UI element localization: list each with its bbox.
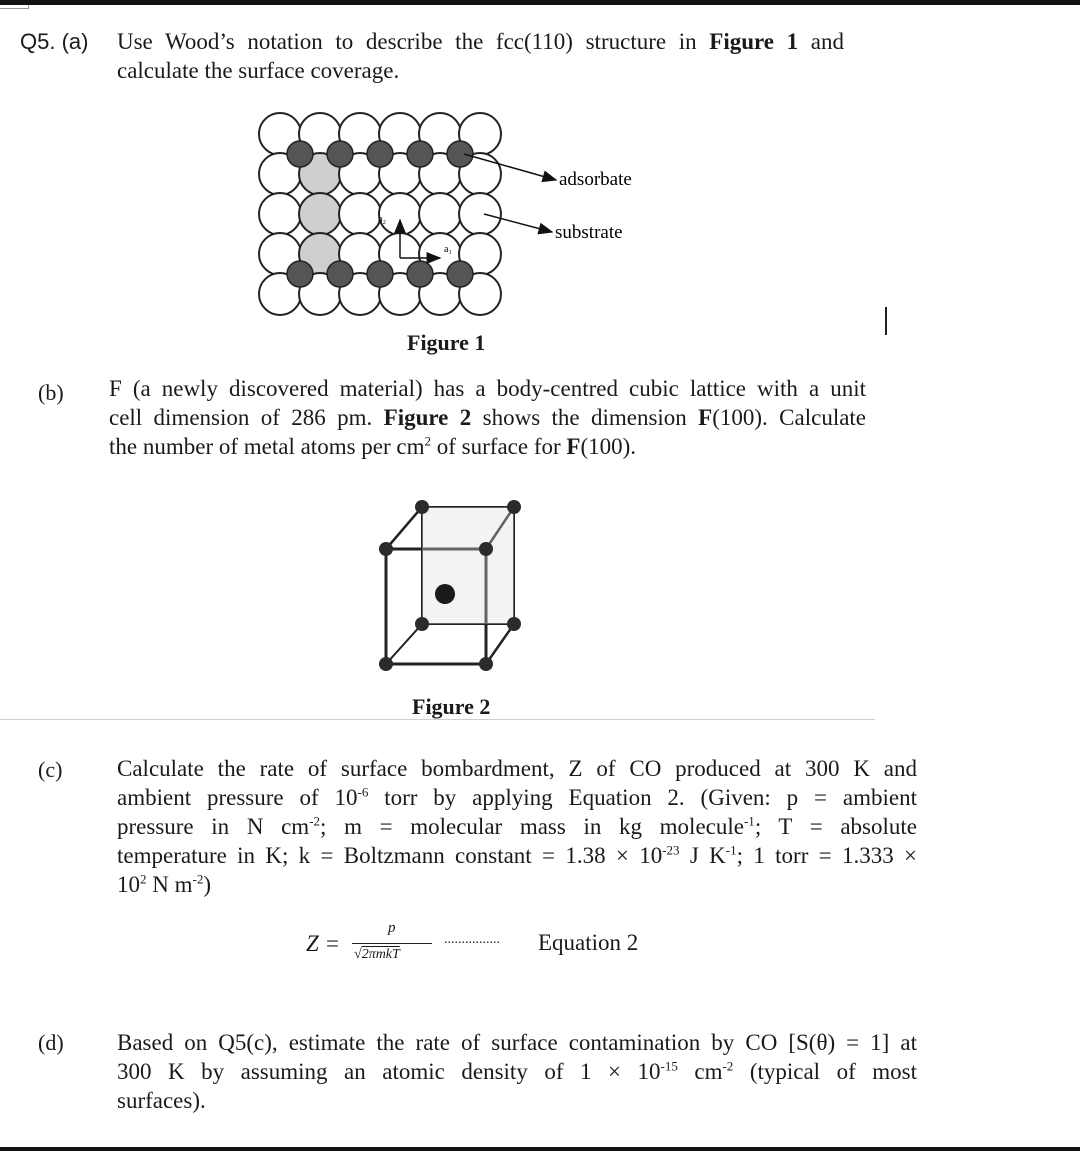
equation-dots: ................ <box>444 932 500 947</box>
part-c-line3: pressure in N $cm^{-2}$; m = molecular mass in kg molecule$^{-1}$; T = absolute <box>117 813 917 839</box>
question-label: Q5. (a) <box>20 29 89 54</box>
part-a-text <box>117 27 844 85</box>
part-a-line2: calculate the surface coverage. <box>117 58 400 83</box>
equation-2 <box>306 918 666 978</box>
part-b-text <box>109 374 866 461</box>
equation-label: Equation 2 <box>538 930 639 955</box>
part-a-line1: Use Wood’s notation to describe the fcc(110) structure in Figure 1 and <box>117 29 845 54</box>
adsorbate-label: adsorbate <box>559 169 632 190</box>
figure-2-caption: Figure 2 <box>412 694 491 719</box>
part-c-line5: $10^2$ N $m^{-2}$) <box>117 871 212 897</box>
bottom-border <box>0 1147 1080 1151</box>
corner-notch <box>0 5 29 9</box>
part-b-line2: cell dimension of 286 pm. Figure 2 shows the dimension F(100). Calculate <box>109 405 867 430</box>
part-c-line2: ambient pressure of $10^{-6}$ torr by applying Equation 2. (Given: p = ambient <box>117 784 917 810</box>
a2-label: a₂ <box>378 214 386 225</box>
part-d-line1: Based on Q5(c), estimate the rate of surface contamination by CO [S(θ) = 1] at <box>117 1030 917 1055</box>
body-centre-atom <box>435 584 455 604</box>
text-cursor <box>885 307 887 335</box>
figure-2-bcc-cube <box>372 492 542 682</box>
part-d-text <box>117 1028 917 1115</box>
figure-1-lattice <box>250 108 670 334</box>
part-c-line1: Calculate the rate of surface bombardment, Z of CO produced at 300 K and <box>117 756 917 781</box>
equation-lhs: Z = <box>306 931 341 956</box>
part-c-line4: temperature in K; k = Boltzmann constant = $1.38 \times 10^{-23}$ J $K^{-1}$; 1 torr = 1.333 × <box>117 842 918 868</box>
equation-numerator: p <box>388 920 396 936</box>
part-d-line3: surfaces). <box>117 1088 206 1113</box>
figure-1-caption: Figure 1 <box>407 330 486 355</box>
part-c-label: (c) <box>38 757 63 782</box>
part-d-line2: 300 K by assuming an atomic density of $1 \times 10^{-15}$ $cm^{-2}$ (typical of most <box>117 1058 917 1084</box>
part-b-label: (b) <box>38 380 64 405</box>
part-c-text <box>117 754 917 899</box>
faint-divider <box>0 719 875 720</box>
equation-denominator: √2πmkT <box>354 947 400 962</box>
substrate-label: substrate <box>555 222 623 243</box>
a1-label: a₁ <box>444 244 452 255</box>
fraction-bar <box>352 943 432 944</box>
part-b-line3: the number of metal atoms per $cm^2$ of surface for F(100). <box>109 433 637 459</box>
part-b-line1: F (a newly discovered material) has a body-centred cubic lattice with a unit <box>109 376 866 401</box>
part-d-label: (d) <box>38 1030 64 1055</box>
top-border <box>0 0 1080 5</box>
